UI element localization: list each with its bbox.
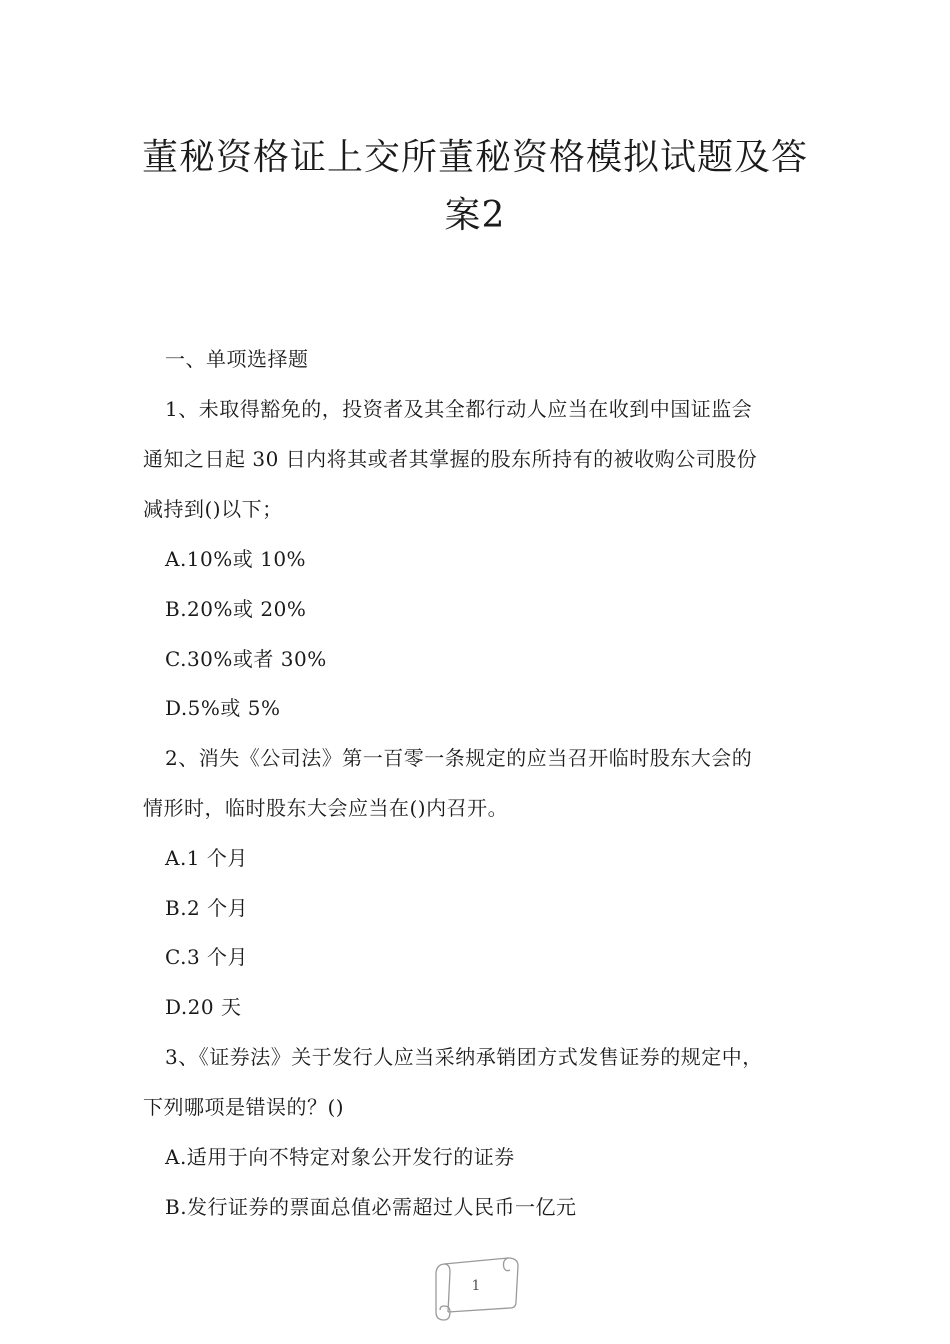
question-1-option-b: B.20%或 20% xyxy=(165,597,307,621)
section-heading: 一、单项选择题 xyxy=(165,347,309,371)
question-3-line-2: 下列哪项是错误的？() xyxy=(143,1095,345,1119)
page-number-scroll-ornament xyxy=(430,1250,522,1322)
question-3-option-b: B.发行证券的票面总值必需超过人民币一亿元 xyxy=(165,1195,577,1219)
question-1-line-3: 减持到()以下； xyxy=(143,497,283,521)
document-title-line-1: 董秘资格证上交所董秘资格模拟试题及答 xyxy=(141,137,808,178)
question-2-line-2: 情形时，临时股东大会应当在()内召开。 xyxy=(143,796,509,820)
question-2-option-b: B.2 个月 xyxy=(165,896,249,920)
question-1-option-d: D.5%或 5% xyxy=(165,696,281,720)
question-2-line-1: 2、消失《公司法》第一百零一条规定的应当召开临时股东大会的 xyxy=(165,746,753,770)
question-1-option-a: A.10%或 10% xyxy=(165,547,307,571)
question-1-line-2: 通知之日起 30 日内将其或者其掌握的股东所持有的被收购公司股份 xyxy=(143,447,758,471)
question-3-option-a: A.适用于向不特定对象公开发行的证券 xyxy=(165,1145,515,1169)
question-3-line-1: 3、《证券法》关于发行人应当采纳承销团方式发售证券的规定中， xyxy=(165,1045,763,1069)
question-2-option-d: D.20 天 xyxy=(165,995,242,1019)
document-title-line-2: 案2 xyxy=(444,195,506,236)
question-2-option-c: C.3 个月 xyxy=(165,945,249,969)
question-1-line-1: 1、未取得豁免的，投资者及其全都行动人应当在收到中国证监会 xyxy=(165,397,753,421)
question-1-option-c: C.30%或者 30% xyxy=(165,647,327,671)
question-2-option-a: A.1 个月 xyxy=(165,846,248,870)
page-number: 1 xyxy=(471,1278,481,1294)
